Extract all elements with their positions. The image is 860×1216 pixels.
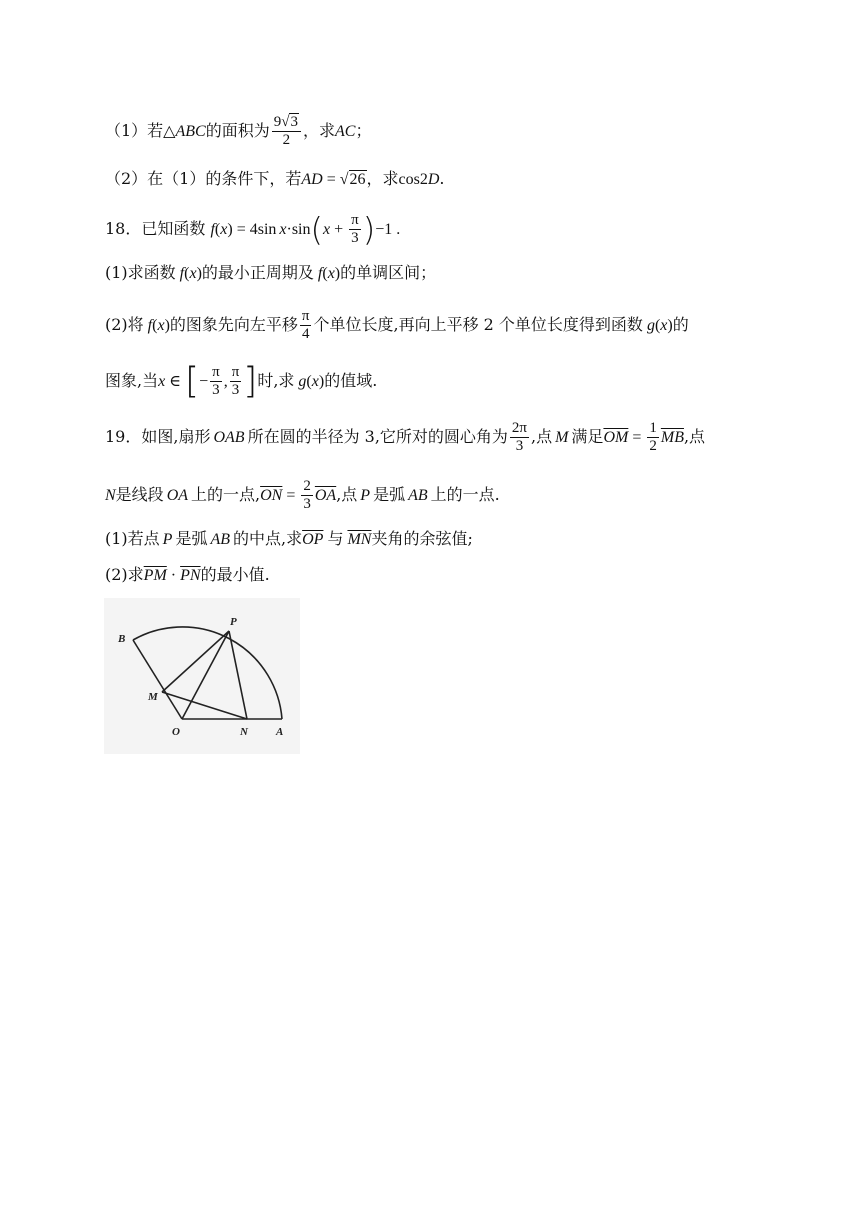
segment-MN <box>162 692 247 719</box>
q19-stem-line2: N是线段 OA 上的一点$,\overline{ON}$ = $\frac{2}{3}$ $\overline{OA}$,点 P 是弧 AB 上的一点. <box>105 478 500 512</box>
sector-figure <box>104 598 300 754</box>
label-M: M <box>148 691 158 703</box>
q19-part2: (2)求$\overline{PM} \cdot \overline{PN}$的最小值. <box>105 565 270 584</box>
label-O: O <box>172 726 180 738</box>
q19-part1: (1)若点 P 是弧 AB 的中点,求$\overline{OP}$ 与 $\overline{MN}$夹角的余弦值; <box>105 529 473 548</box>
q18-stem: 18．已知函数 f(x) = 4sin x·sin(x + $\frac{\pi}{3}$ )−1 . <box>105 210 401 249</box>
q18-part2-line1: (2)将 f(x)的图象先向左平移 $\frac{\pi}{4}$ 个单位长度,再向上平移 2 个单位长度得到函数 g(x)的 <box>105 308 689 342</box>
sector-diagram <box>104 598 300 754</box>
q17-part1: （1）若△ABC的面积为 $\frac{9√3}{2}$ ，求AC； <box>105 114 372 148</box>
q19-stem-line1: 19．如图,扇形 OAB 所在圆的半径为 3,它所对的圆心角为 $\frac{2\pi}{3}$ ,点 M 满足$\overline{OM}$ = $\frac{1}{2}$ $\overline{MB}$,点 <box>105 420 706 454</box>
q18-part2-line2: 图象,当x ∈ [− $\frac{\pi}{3}$ , $\frac{\pi}{3}$ ]时,求 g(x)的值域. <box>105 360 378 402</box>
label-N: N <box>240 726 248 738</box>
arc-AB <box>133 627 282 719</box>
label-P: P <box>230 616 237 628</box>
label-B: B <box>118 633 126 645</box>
area-fraction: $\frac{9√3}{2}$ <box>272 114 301 149</box>
q18-part1: (1)求函数 f(x)的最小正周期及 f(x)的单调区间； <box>105 263 437 282</box>
segment-MP <box>162 631 229 692</box>
label-A: A <box>276 726 284 738</box>
q17-part2: （2）在（1）的条件下，若AD = √26，求cos2D. <box>105 169 445 188</box>
